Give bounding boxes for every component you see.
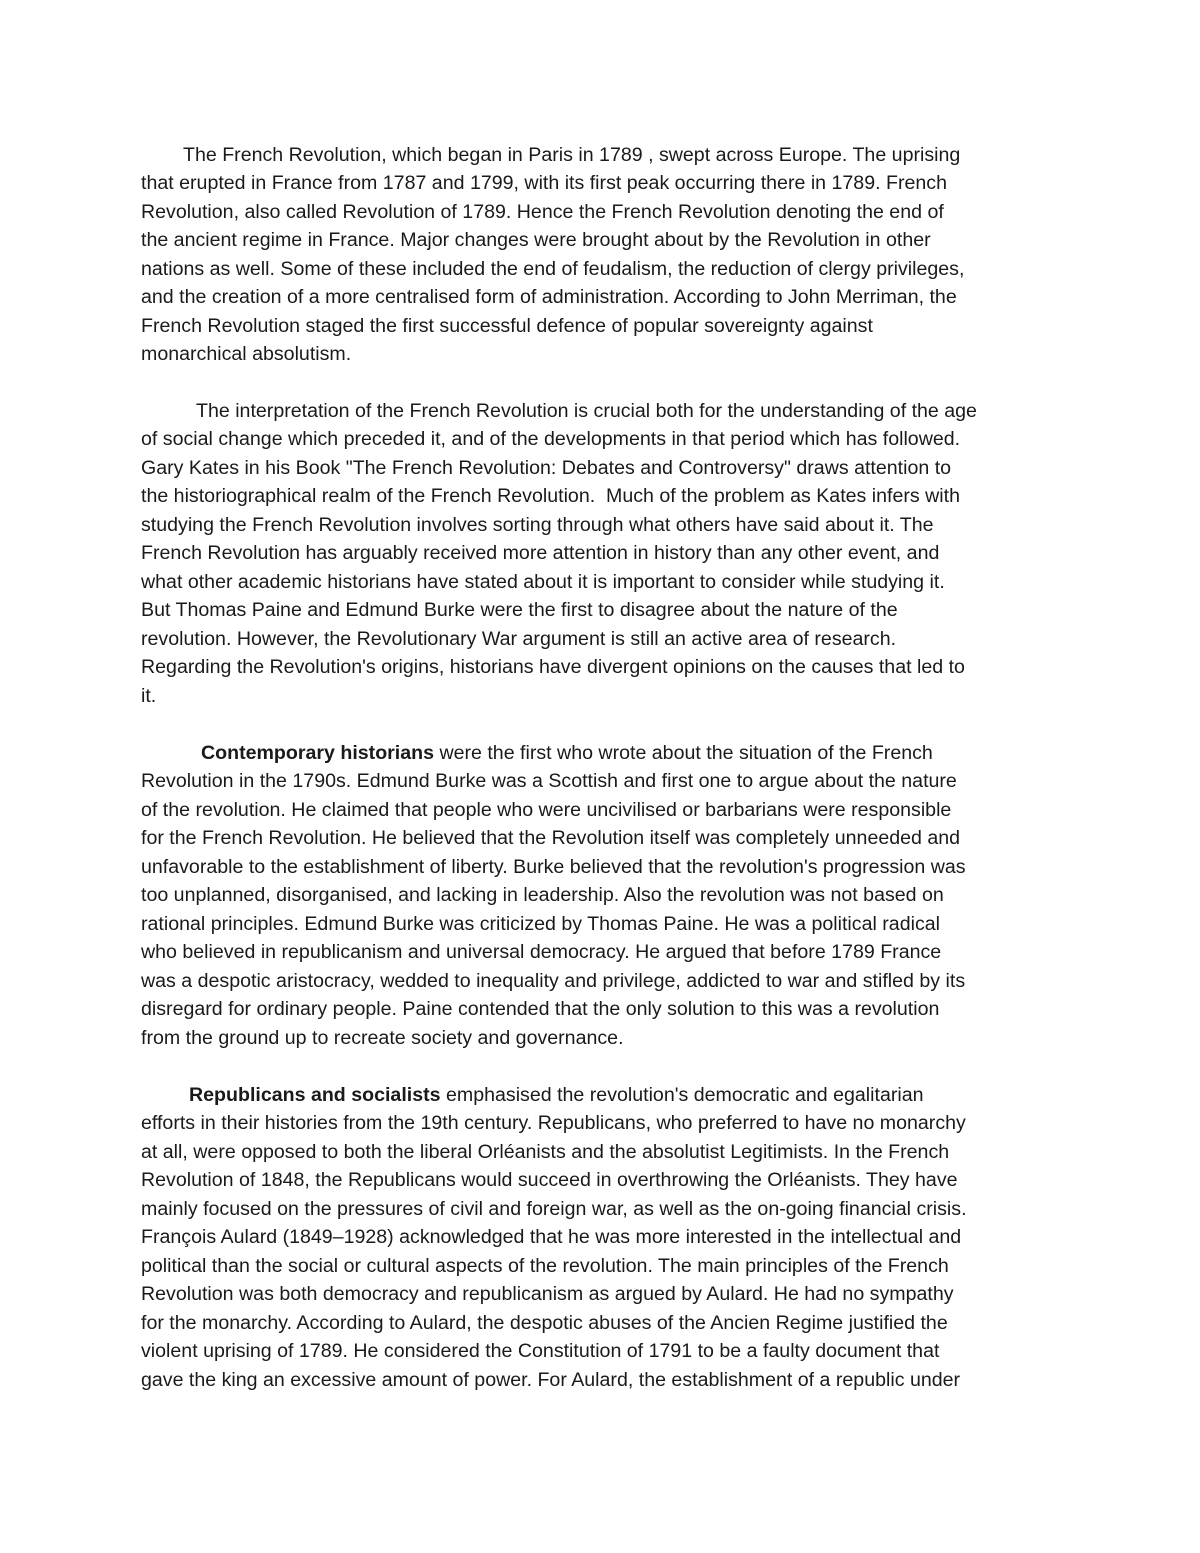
paragraph-line: Revolution of 1848, the Republicans would succeed in overthrowing the Orléanists. They have xyxy=(141,1169,958,1192)
paragraph-contemporary-historians xyxy=(141,739,1066,1052)
paragraph-line: unfavorable to the establishment of liberty. Burke believed that the revolution's progression was xyxy=(141,855,966,878)
paragraph-line: mainly focused on the pressures of civil and foreign war, as well as the on-going financial crisis. xyxy=(141,1197,967,1220)
paragraph-heading: Contemporary historians xyxy=(201,742,434,764)
paragraph-line: efforts in their histories from the 19th century. Republicans, who preferred to have no monarchy xyxy=(141,1112,966,1135)
paragraph-lead-text: emphasised the revolution's democratic and egalitarian xyxy=(440,1084,924,1106)
paragraph-lead-line xyxy=(141,1081,1066,1109)
paragraph-interpretation xyxy=(141,397,1066,710)
paragraph-line: Revolution, also called Revolution of 1789. Hence the French Revolution denoting the end of xyxy=(141,200,944,223)
paragraph-line: studying the French Revolution involves sorting through what others have said about it. The xyxy=(141,513,934,536)
paragraph-line: Regarding the Revolution's origins, historians have divergent opinions on the causes that led to xyxy=(141,656,965,679)
paragraph-line: French Revolution has arguably received more attention in history than any other event, and xyxy=(141,542,940,565)
paragraph-line: The French Revolution, which began in Paris in 1789 , swept across Europe. The uprising xyxy=(183,144,961,166)
paragraph-french-revolution-intro xyxy=(141,141,1066,369)
paragraph-line: for the monarchy. According to Aulard, the despotic abuses of the Ancien Regime justified the xyxy=(141,1311,948,1334)
paragraph-line: Revolution was both democracy and republicanism as argued by Aulard. He had no sympathy xyxy=(141,1283,954,1306)
paragraph-line: monarchical absolutism. xyxy=(141,343,352,366)
paragraph-line: the historiographical realm of the French Revolution. Much of the problem as Kates infers with xyxy=(141,485,960,508)
paragraph-line: the ancient regime in France. Major changes were brought about by the Revolution in other xyxy=(141,229,931,252)
paragraph-line: who believed in republicanism and universal democracy. He argued that before 1789 France xyxy=(141,941,942,964)
paragraph-line: of social change which preceded it, and of the developments in that period which has followed. xyxy=(141,428,961,451)
paragraph-republicans-socialists xyxy=(141,1081,1066,1394)
paragraph-line: gave the king an excessive amount of power. For Aulard, the establishment of a republic under xyxy=(141,1368,961,1391)
paragraph-line: of the revolution. He claimed that people who were uncivilised or barbarians were responsible xyxy=(141,798,952,821)
paragraph-line: at all, were opposed to both the liberal Orléanists and the absolutist Legitimists. In the French xyxy=(141,1140,950,1163)
paragraph-line: was a despotic aristocracy, wedded to inequality and privilege, addicted to war and stifled by its xyxy=(141,969,966,992)
paragraph-line: Revolution in the 1790s. Edmund Burke was a Scottish and first one to argue about the nature xyxy=(141,770,957,793)
paragraph-line: political than the social or cultural aspects of the revolution. The main principles of the French xyxy=(141,1254,949,1277)
paragraph-line: from the ground up to recreate society and governance. xyxy=(141,1026,624,1049)
paragraph-line: disregard for ordinary people. Paine contended that the only solution to this was a revolution xyxy=(141,998,940,1021)
paragraph-line: too unplanned, disorganised, and lacking in leadership. Also the revolution was not based on xyxy=(141,884,944,907)
paragraph-line: But Thomas Paine and Edmund Burke were the first to disagree about the nature of the xyxy=(141,599,898,622)
paragraph-line: The interpretation of the French Revolution is crucial both for the understanding of the age xyxy=(196,400,977,422)
paragraph-line: rational principles. Edmund Burke was criticized by Thomas Paine. He was a political radical xyxy=(141,912,940,935)
paragraph-line: French Revolution staged the first successful defence of popular sovereignty against xyxy=(141,314,873,337)
paragraph-line: nations as well. Some of these included the end of feudalism, the reduction of clergy privileges, xyxy=(141,257,965,280)
paragraph-line: violent uprising of 1789. He considered the Constitution of 1791 to be a faulty document that xyxy=(141,1340,940,1363)
paragraph-lead-text: were the first who wrote about the situation of the French xyxy=(434,742,933,764)
paragraph-line: that erupted in France from 1787 and 1799, with its first peak occurring there in 1789. French xyxy=(141,172,947,195)
paragraph-heading: Republicans and socialists xyxy=(189,1084,441,1106)
paragraph-line: Gary Kates in his Book "The French Revolution: Debates and Controversy" draws attention to xyxy=(141,456,952,479)
paragraph-line: what other academic historians have stated about it is important to consider while studying it. xyxy=(141,570,945,593)
paragraph-line: it. xyxy=(141,684,157,707)
paragraph-line: revolution. However, the Revolutionary War argument is still an active area of research. xyxy=(141,627,897,650)
paragraph-line: for the French Revolution. He believed that the Revolution itself was completely unneeded and xyxy=(141,827,961,850)
paragraph-line: and the creation of a more centralised form of administration. According to John Merriman, the xyxy=(141,286,957,309)
paragraph-line: François Aulard (1849–1928) acknowledged that he was more interested in the intellectual and xyxy=(141,1226,962,1249)
paragraph-lead-line xyxy=(141,739,1066,767)
